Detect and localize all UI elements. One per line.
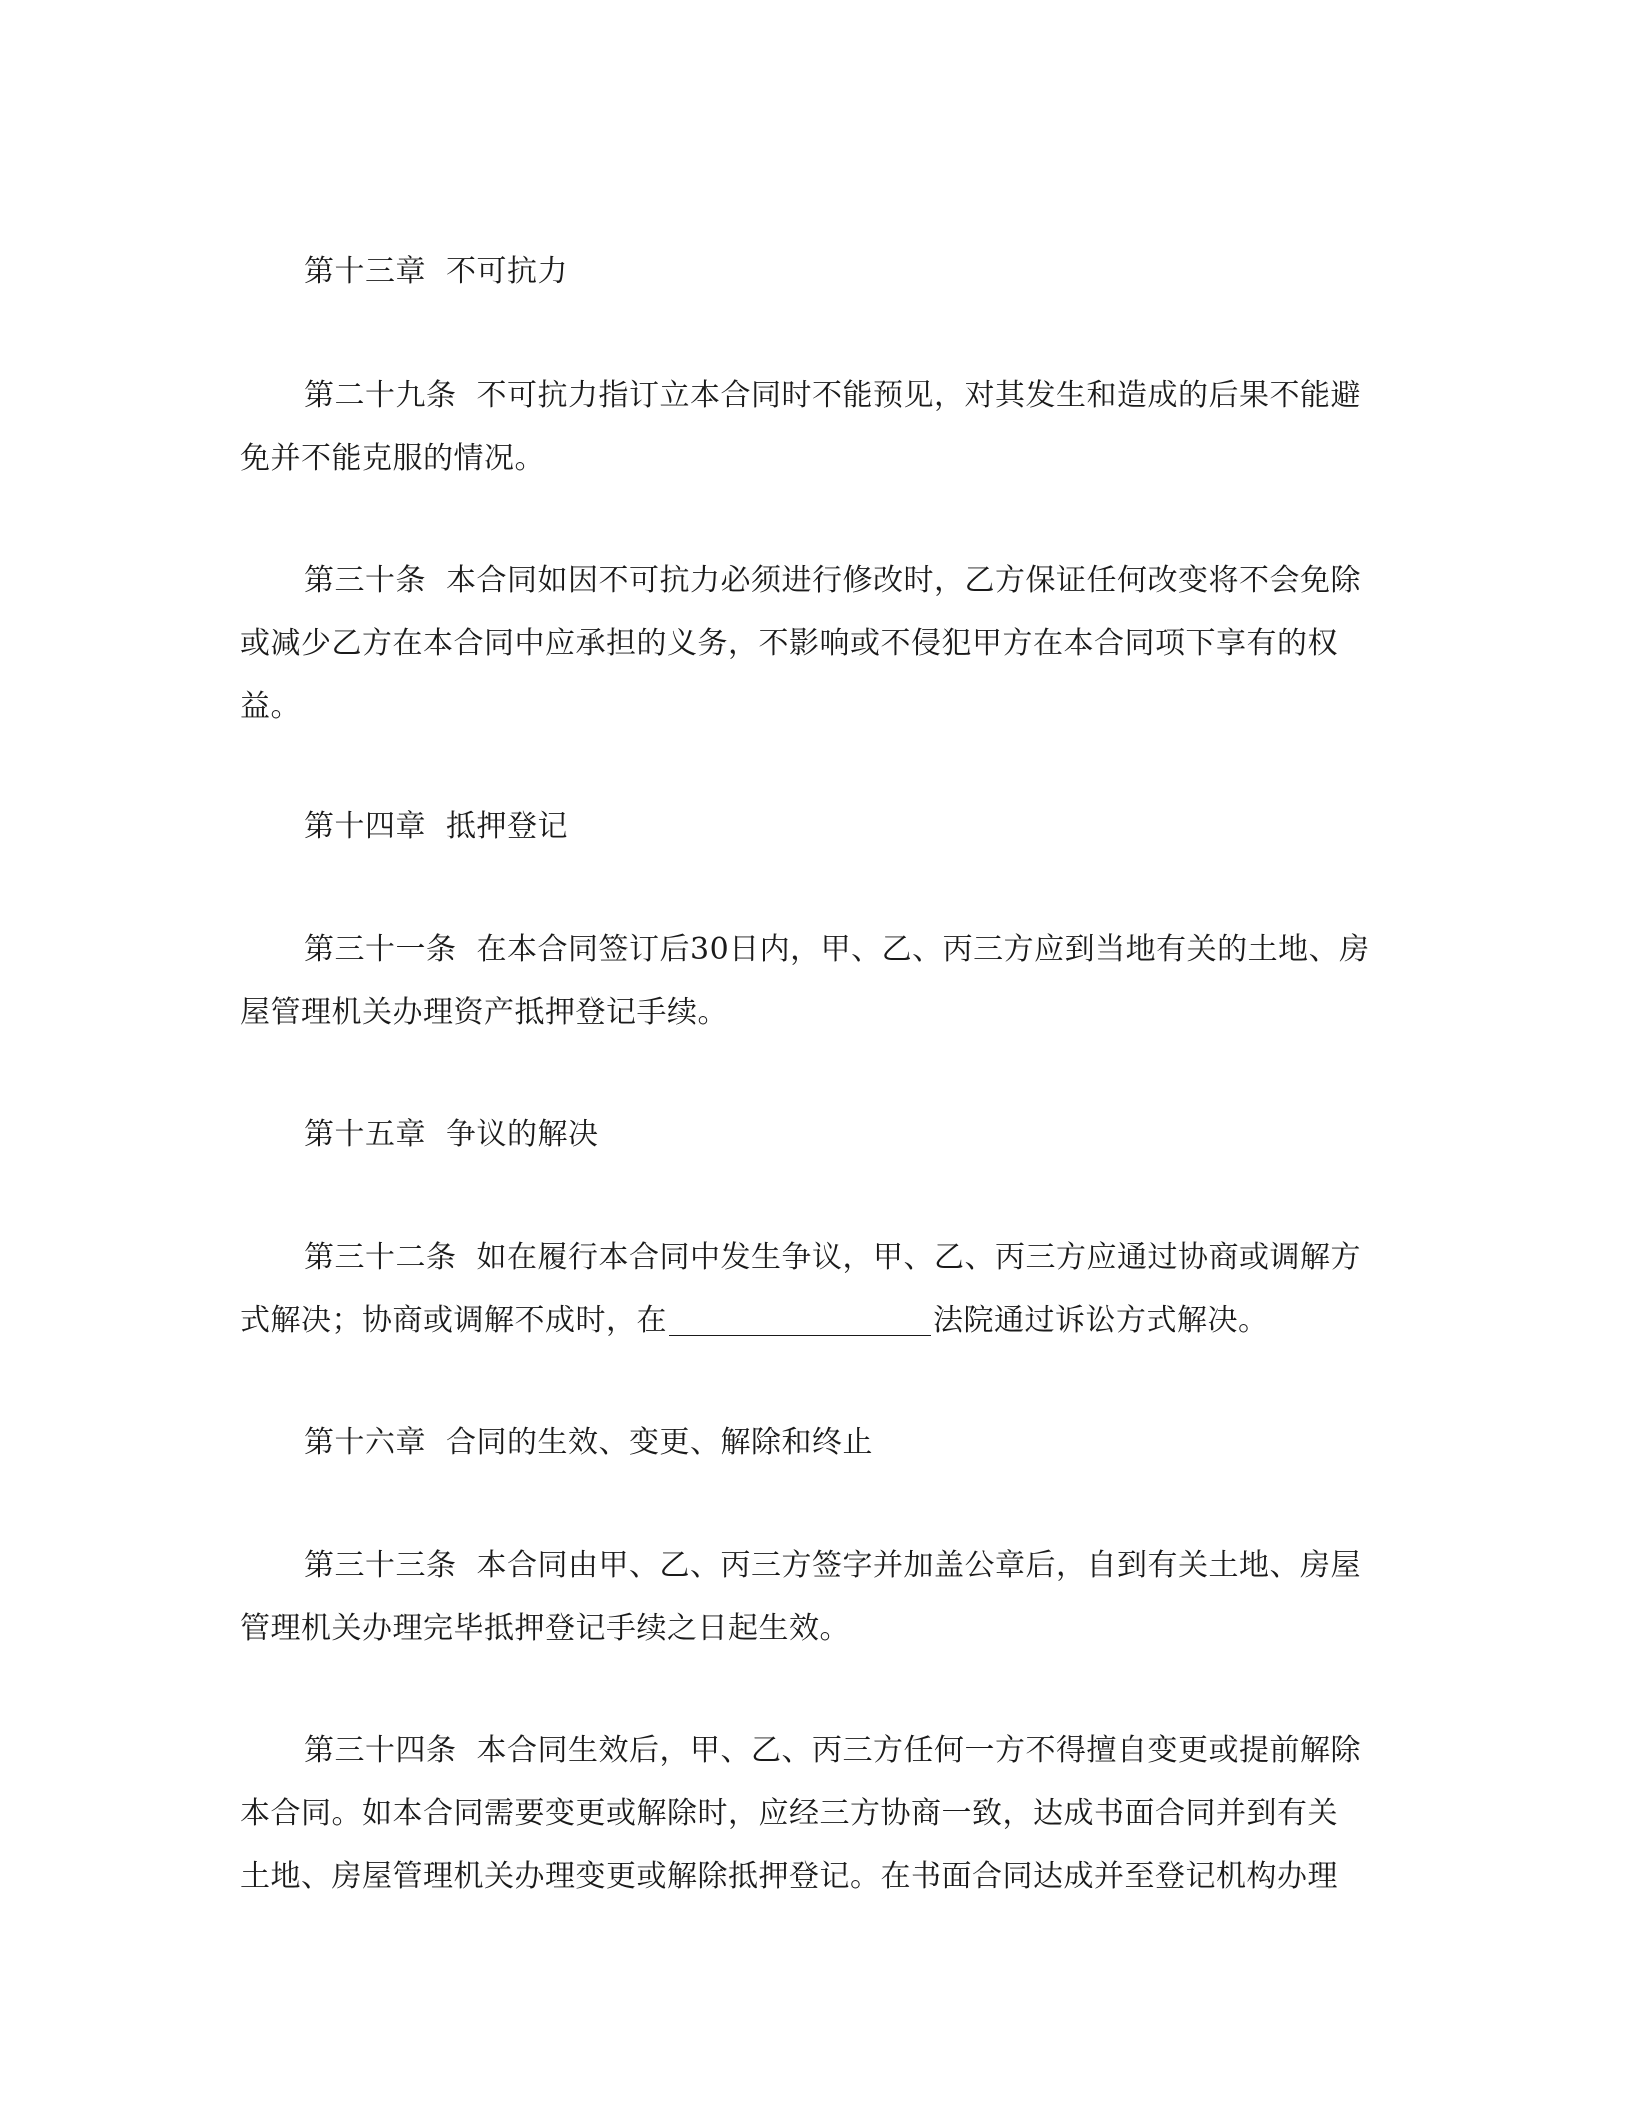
chapter-16-heading — [240, 1411, 1380, 1474]
chapter-13-name: 不可抗力 — [446, 254, 568, 289]
article-32-line-1: 如在履行本合同中发生争议，甲、乙、丙三方应通过协商或调解方 — [476, 1240, 1361, 1275]
article-31-line-1: 在本合同签订后30日内，甲、乙、丙三方应到当地有关的土地、房 — [476, 932, 1370, 967]
article-33 — [240, 1534, 1380, 1660]
article-29-number: 第二十九条 — [304, 378, 457, 413]
article-34-line-3: 土地、房屋管理机关办理变更或解除抵押登记。在书面合同达成并至登记机构办理 — [240, 1859, 1338, 1894]
article-30-line-3: 益。 — [240, 689, 301, 724]
chapter-15-title: 第十五章 — [304, 1117, 426, 1152]
chapter-15-name: 争议的解决 — [446, 1117, 599, 1152]
article-29-line-1: 不可抗力指订立本合同时不能预见，对其发生和造成的后果不能避 — [476, 378, 1361, 413]
article-33-line-2: 管理机关办理完毕抵押登记手续之日起生效。 — [240, 1611, 850, 1646]
chapter-16-title: 第十六章 — [304, 1425, 426, 1460]
article-34 — [240, 1719, 1380, 1908]
chapter-13-heading — [240, 240, 1380, 303]
article-30-line-2: 或减少乙方在本合同中应承担的义务，不影响或不侵犯甲方在本合同项下享有的权 — [240, 626, 1338, 661]
article-32-number: 第三十二条 — [304, 1240, 457, 1275]
article-30-number: 第三十条 — [304, 563, 426, 598]
chapter-14-name: 抵押登记 — [446, 809, 568, 844]
chapter-15-heading — [240, 1103, 1380, 1166]
article-33-number: 第三十三条 — [304, 1548, 457, 1583]
article-30-line-1: 本合同如因不可抗力必须进行修改时，乙方保证任何改变将不会免除 — [446, 563, 1361, 598]
article-29 — [240, 364, 1380, 490]
article-32 — [240, 1226, 1380, 1352]
chapter-14-heading — [240, 795, 1380, 858]
article-30 — [240, 549, 1380, 738]
article-29-line-2: 免并不能克服的情况。 — [240, 441, 545, 476]
article-34-number: 第三十四条 — [304, 1733, 457, 1768]
article-32-line-2-end: 法院通过诉讼方式解决。 — [933, 1303, 1269, 1338]
article-32-line-2-start: 式解决；协商或调解不成时，在 — [240, 1303, 667, 1338]
article-34-line-2: 本合同。如本合同需要变更或解除时，应经三方协商一致，达成书面合同并到有关 — [240, 1796, 1338, 1831]
article-31-line-2: 屋管理机关办理资产抵押登记手续。 — [240, 995, 728, 1030]
court-name-blank-field[interactable] — [669, 1305, 931, 1336]
article-33-line-1: 本合同由甲、乙、丙三方签字并加盖公章后，自到有关土地、房屋 — [476, 1548, 1361, 1583]
chapter-13-title: 第十三章 — [304, 254, 426, 289]
article-34-line-1: 本合同生效后，甲、乙、丙三方任何一方不得擅自变更或提前解除 — [476, 1733, 1361, 1768]
article-31 — [240, 918, 1380, 1044]
chapter-16-name: 合同的生效、变更、解除和终止 — [446, 1425, 873, 1460]
article-31-number: 第三十一条 — [304, 932, 457, 967]
chapter-14-title: 第十四章 — [304, 809, 426, 844]
